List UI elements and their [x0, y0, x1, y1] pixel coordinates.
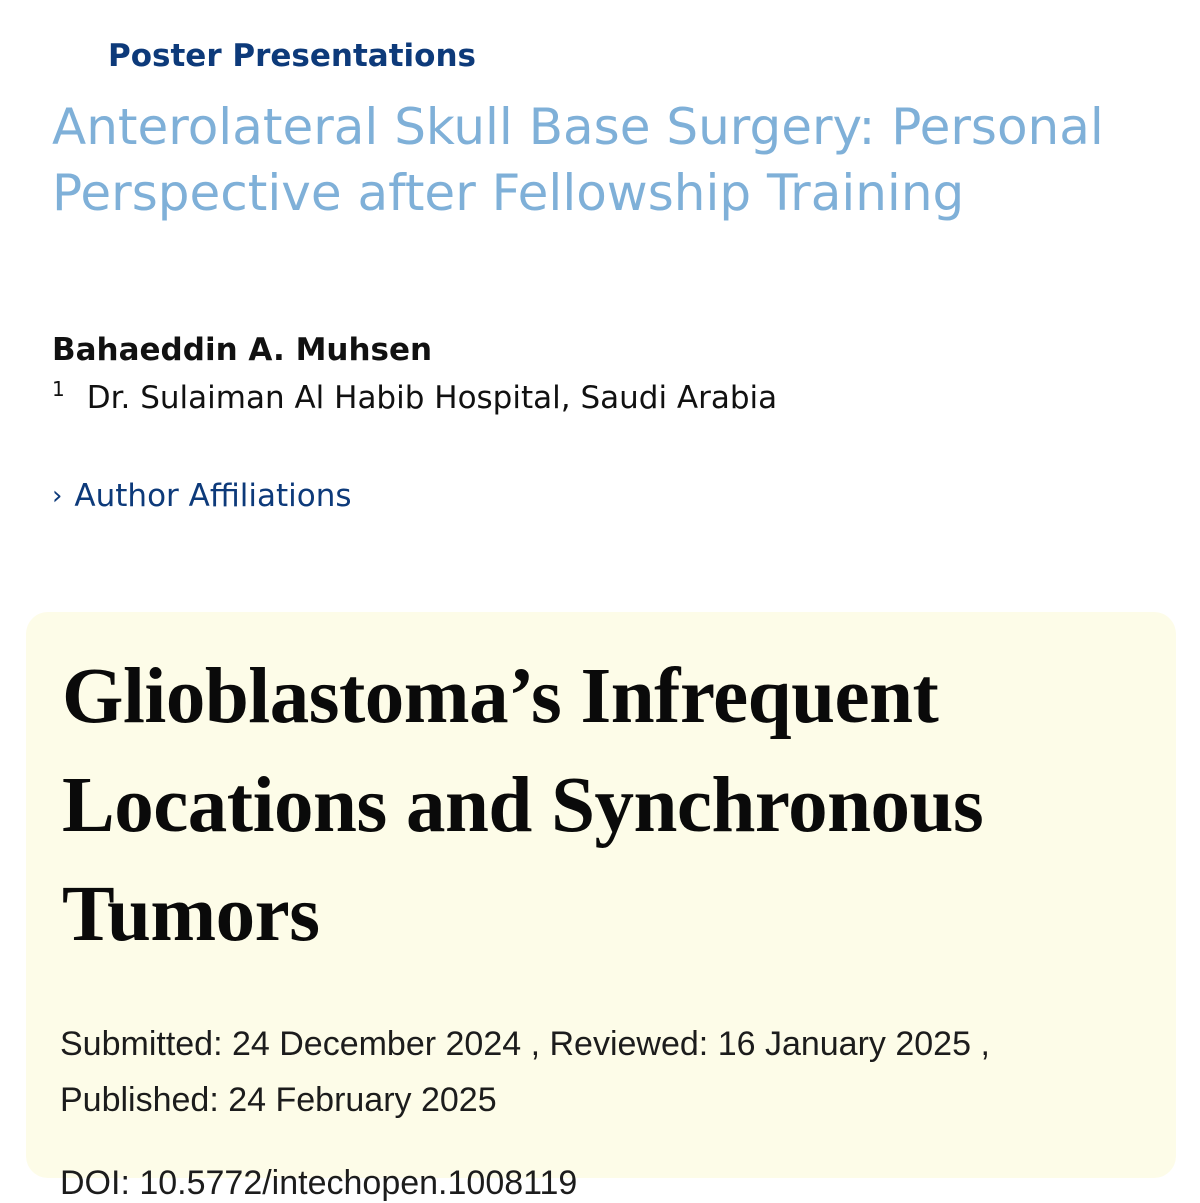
chevron-right-icon: ›: [52, 481, 63, 511]
chapter-card: [26, 612, 1176, 1202]
affiliation: [52, 377, 778, 416]
author-name[interactable]: Bahaeddin A. Muhsen: [52, 332, 433, 368]
chapter-title[interactable]: Glioblastoma’s Infrequent Locations and Synchronous Tumors: [62, 653, 984, 958]
section-label: Poster Presentations: [108, 38, 476, 74]
affiliation-text: Dr. Sulaiman Al Habib Hospital, Saudi Arabia: [86, 380, 778, 416]
doi-text[interactable]: DOI: 10.5772/intechopen.1008119: [60, 1164, 578, 1202]
article-title[interactable]: Anterolateral Skull Base Surgery: Personal Perspective after Fellowship Training: [52, 98, 1104, 222]
publication-dates: Submitted: 24 December 2024 , Reviewed: 16 January 2025 , Published: 24 February 2025: [60, 1025, 990, 1119]
author-affiliations-link[interactable]: [52, 478, 352, 514]
affiliation-marker: 1: [52, 377, 65, 401]
author-affiliations-label: Author Affiliations: [74, 478, 352, 514]
